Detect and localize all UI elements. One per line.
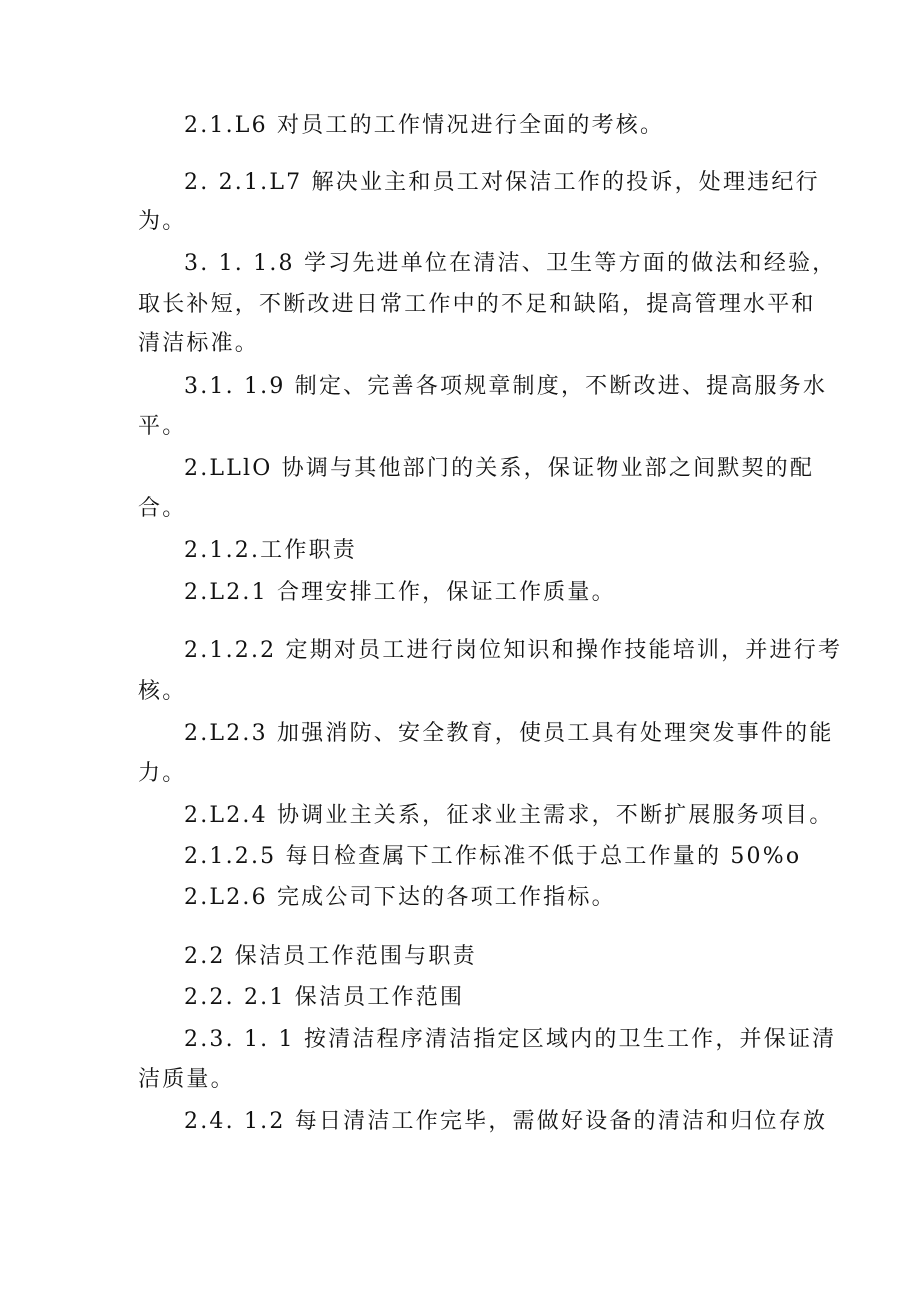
section-heading: 2.2. 2.1 保洁员工作范围 bbox=[184, 985, 465, 1010]
paragraph-line: 为。 bbox=[138, 209, 187, 234]
section-heading: 2.2 保洁员工作范围与职责 bbox=[184, 944, 477, 969]
paragraph-line: 力。 bbox=[138, 761, 187, 786]
paragraph-line: 清洁标准。 bbox=[138, 331, 260, 356]
paragraph-line: 2.1.L6 对员工的工作情况进行全面的考核。 bbox=[184, 113, 665, 138]
paragraph-line: 2.1.2.2 定期对员工进行岗位知识和操作技能培训，并进行考 bbox=[184, 638, 843, 663]
paragraph-line: 3. 1. 1.8 学习先进单位在清洁、卫生等方面的做法和经验， bbox=[184, 251, 837, 276]
section-heading: 2.1.2.工作职责 bbox=[184, 538, 357, 563]
paragraph-line: 2.1.2.5 每日检查属下工作标准不低于总工作量的 50%o bbox=[184, 844, 802, 869]
paragraph-line: 2.L2.3 加强消防、安全教育，使员工具有处理突发事件的能 bbox=[184, 721, 834, 746]
paragraph-line: 2.4. 1.2 每日清洁工作完毕，需做好设备的清洁和归位存放 bbox=[184, 1109, 828, 1134]
paragraph-line: 3.1. 1.9 制定、完善各项规章制度，不断改进、提高服务水 bbox=[184, 374, 828, 399]
paragraph-line: 取长补短，不断改进日常工作中的不足和缺陷，提高管理水平和 bbox=[138, 292, 816, 317]
paragraph-line: 2.LLlO 协调与其他部门的关系，保证物业部之间默契的配 bbox=[184, 456, 815, 481]
paragraph-line: 洁质量。 bbox=[138, 1067, 235, 1092]
paragraph-line: 平。 bbox=[138, 414, 187, 439]
paragraph-line: 2. 2.1.L7 解决业主和员工对保洁工作的投诉，处理违纪行 bbox=[184, 170, 820, 195]
paragraph-line: 2.L2.6 完成公司下达的各项工作指标。 bbox=[184, 885, 616, 910]
paragraph-line: 合。 bbox=[138, 496, 187, 521]
paragraph-line: 2.3. 1. 1 按清洁程序清洁指定区域内的卫生工作，并保证清 bbox=[184, 1027, 837, 1052]
paragraph-line: 2.L2.4 协调业主关系，征求业主需求，不断扩展服务项目。 bbox=[184, 803, 834, 828]
paragraph-line: 核。 bbox=[138, 679, 187, 704]
paragraph-line: 2.L2.1 合理安排工作，保证工作质量。 bbox=[184, 580, 616, 605]
